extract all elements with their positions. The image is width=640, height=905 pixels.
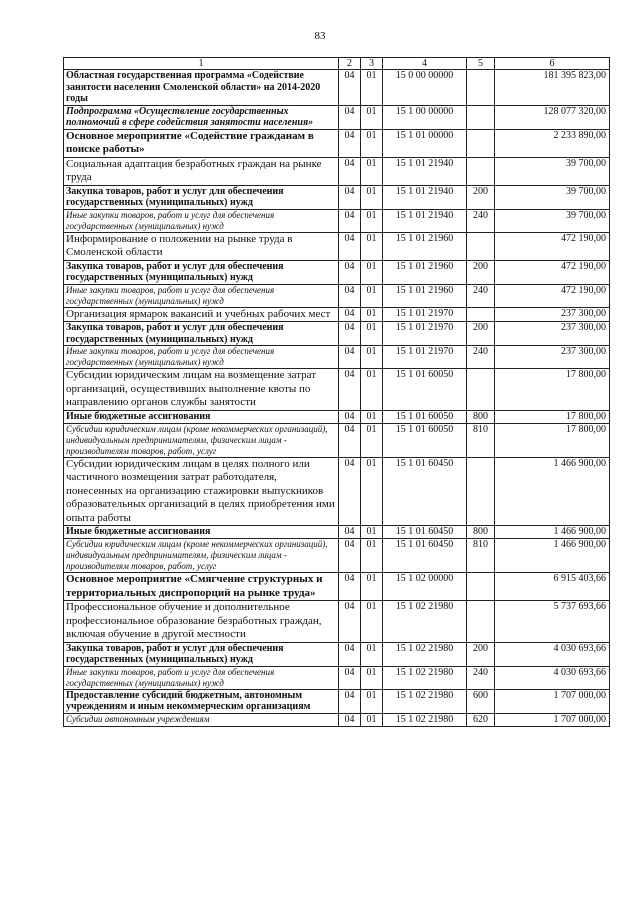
row-subsection-cell: 01 (361, 713, 383, 726)
row-name-cell: Закупка товаров, работ и услуг для обеспечения государственных (муниципальных) нужд (64, 322, 339, 346)
row-section-cell: 04 (339, 322, 361, 346)
row-section-cell: 04 (339, 689, 361, 713)
row-expense-type-cell: 200 (467, 642, 495, 666)
row-section-cell: 04 (339, 260, 361, 284)
table-row (64, 307, 610, 322)
row-expense-type-cell (467, 369, 495, 411)
row-section-cell: 04 (339, 307, 361, 322)
row-expense-type-cell (467, 457, 495, 526)
row-subsection-cell: 01 (361, 666, 383, 689)
row-subsection-cell: 01 (361, 185, 383, 209)
row-section-cell: 04 (339, 526, 361, 539)
row-name-cell: Иные бюджетные ассигнования (64, 526, 339, 539)
table-row (64, 157, 610, 185)
row-target-article-cell: 15 1 01 60050 (383, 369, 467, 411)
row-subsection-cell: 01 (361, 209, 383, 232)
row-subsection-cell: 01 (361, 70, 383, 106)
table-header-row (64, 58, 610, 70)
table-row (64, 284, 610, 307)
row-amount-cell: 6 915 403,66 (495, 573, 610, 601)
row-subsection-cell: 01 (361, 369, 383, 411)
row-expense-type-cell: 200 (467, 185, 495, 209)
header-cell-2: 2 (339, 58, 361, 70)
table-row (64, 105, 610, 129)
row-amount-cell: 1 466 900,00 (495, 457, 610, 526)
row-section-cell: 04 (339, 573, 361, 601)
row-subsection-cell: 01 (361, 423, 383, 457)
row-amount-cell: 237 300,00 (495, 346, 610, 369)
row-amount-cell: 2 233 890,00 (495, 129, 610, 157)
row-subsection-cell: 01 (361, 642, 383, 666)
row-section-cell: 04 (339, 713, 361, 726)
row-subsection-cell: 01 (361, 284, 383, 307)
row-name-cell: Закупка товаров, работ и услуг для обеспечения государственных (муниципальных) нужд (64, 185, 339, 209)
row-subsection-cell: 01 (361, 105, 383, 129)
table-row (64, 423, 610, 457)
row-section-cell: 04 (339, 209, 361, 232)
table-row (64, 70, 610, 106)
table-row (64, 260, 610, 284)
row-name-cell: Основное мероприятие «Содействие гражданам в поиске работы» (64, 129, 339, 157)
row-section-cell: 04 (339, 157, 361, 185)
row-target-article-cell: 15 1 02 21980 (383, 689, 467, 713)
row-section-cell: 04 (339, 642, 361, 666)
row-subsection-cell: 01 (361, 129, 383, 157)
row-subsection-cell: 01 (361, 526, 383, 539)
row-expense-type-cell: 240 (467, 284, 495, 307)
row-target-article-cell: 15 1 01 21970 (383, 307, 467, 322)
row-amount-cell: 128 077 320,00 (495, 105, 610, 129)
row-name-cell: Подпрограмма «Осуществление государственных полномочий в сфере содействия занятости населения» (64, 105, 339, 129)
row-expense-type-cell (467, 601, 495, 643)
row-expense-type-cell (467, 129, 495, 157)
row-expense-type-cell: 200 (467, 322, 495, 346)
row-expense-type-cell: 600 (467, 689, 495, 713)
row-expense-type-cell (467, 307, 495, 322)
header-cell-5: 5 (467, 58, 495, 70)
row-target-article-cell: 15 1 01 21960 (383, 260, 467, 284)
row-name-cell: Иные бюджетные ассигнования (64, 410, 339, 423)
row-subsection-cell: 01 (361, 689, 383, 713)
row-name-cell: Предоставление субсидий бюджетным, автономным учреждениям и иным некоммерческим организациям (64, 689, 339, 713)
row-amount-cell: 17 800,00 (495, 369, 610, 411)
row-name-cell: Закупка товаров, работ и услуг для обеспечения государственных (муниципальных) нужд (64, 642, 339, 666)
row-target-article-cell: 15 1 02 21980 (383, 666, 467, 689)
row-target-article-cell: 15 1 01 21970 (383, 346, 467, 369)
row-name-cell: Субсидии юридическим лицам в целях полного или частичного возмещения затрат работодателя, понесенных на организацию стажировки выпускников образовательных организаций в целях приобретения ими опыта работы (64, 457, 339, 526)
row-amount-cell: 1 707 000,00 (495, 689, 610, 713)
table-row (64, 642, 610, 666)
row-subsection-cell: 01 (361, 157, 383, 185)
row-expense-type-cell: 200 (467, 260, 495, 284)
row-section-cell: 04 (339, 601, 361, 643)
row-target-article-cell: 15 1 02 21980 (383, 601, 467, 643)
table-row (64, 689, 610, 713)
table-row (64, 410, 610, 423)
row-amount-cell: 1 707 000,00 (495, 713, 610, 726)
header-cell-3: 3 (361, 58, 383, 70)
row-expense-type-cell: 240 (467, 346, 495, 369)
table-row (64, 713, 610, 726)
row-target-article-cell: 15 1 01 21940 (383, 157, 467, 185)
row-expense-type-cell: 810 (467, 539, 495, 573)
row-target-article-cell: 15 1 02 00000 (383, 573, 467, 601)
row-subsection-cell: 01 (361, 573, 383, 601)
row-subsection-cell: 01 (361, 539, 383, 573)
row-subsection-cell: 01 (361, 601, 383, 643)
row-section-cell: 04 (339, 70, 361, 106)
row-target-article-cell: 15 1 01 21970 (383, 322, 467, 346)
row-expense-type-cell (467, 573, 495, 601)
row-amount-cell: 472 190,00 (495, 260, 610, 284)
row-target-article-cell: 15 1 01 60450 (383, 457, 467, 526)
row-amount-cell: 39 700,00 (495, 185, 610, 209)
row-target-article-cell: 15 1 01 60450 (383, 539, 467, 573)
row-section-cell: 04 (339, 105, 361, 129)
row-expense-type-cell: 800 (467, 410, 495, 423)
row-section-cell: 04 (339, 410, 361, 423)
row-target-article-cell: 15 1 01 21960 (383, 232, 467, 260)
table-row (64, 526, 610, 539)
row-amount-cell: 39 700,00 (495, 157, 610, 185)
row-name-cell: Профессиональное обучение и дополнительное профессиональное образование безработных граждан, включая обучение в другой местности (64, 601, 339, 643)
row-section-cell: 04 (339, 369, 361, 411)
table-row (64, 346, 610, 369)
row-target-article-cell: 15 0 00 00000 (383, 70, 467, 106)
table-row (64, 232, 610, 260)
header-cell-1: 1 (64, 58, 339, 70)
row-target-article-cell: 15 1 01 21940 (383, 209, 467, 232)
row-section-cell: 04 (339, 232, 361, 260)
row-expense-type-cell: 800 (467, 526, 495, 539)
table-row (64, 573, 610, 601)
row-expense-type-cell (467, 70, 495, 106)
table-row (64, 209, 610, 232)
row-amount-cell: 17 800,00 (495, 423, 610, 457)
row-section-cell: 04 (339, 284, 361, 307)
row-section-cell: 04 (339, 185, 361, 209)
row-target-article-cell: 15 1 01 60450 (383, 526, 467, 539)
row-expense-type-cell (467, 157, 495, 185)
table-row (64, 322, 610, 346)
row-expense-type-cell (467, 232, 495, 260)
row-expense-type-cell: 620 (467, 713, 495, 726)
row-name-cell: Иные закупки товаров, работ и услуг для обеспечения государственных (муниципальных) нужд (64, 284, 339, 307)
row-expense-type-cell: 810 (467, 423, 495, 457)
row-amount-cell: 4 030 693,66 (495, 666, 610, 689)
row-amount-cell: 472 190,00 (495, 232, 610, 260)
row-name-cell: Областная государственная программа «Содействие занятости населения Смоленской области» на 2014-2020 годы (64, 70, 339, 106)
row-name-cell: Основное мероприятие «Смягчение структурных и территориальных диспропорций на рынке труда» (64, 573, 339, 601)
row-name-cell: Организация ярмарок вакансий и учебных рабочих мест (64, 307, 339, 322)
row-section-cell: 04 (339, 539, 361, 573)
page-number: 83 (314, 30, 326, 42)
row-target-article-cell: 15 1 01 21940 (383, 185, 467, 209)
table-row (64, 185, 610, 209)
header-cell-6: 6 (495, 58, 610, 70)
row-subsection-cell: 01 (361, 322, 383, 346)
row-expense-type-cell (467, 105, 495, 129)
row-amount-cell: 181 395 823,00 (495, 70, 610, 106)
row-target-article-cell: 15 1 01 21960 (383, 284, 467, 307)
table-row (64, 539, 610, 573)
row-subsection-cell: 01 (361, 260, 383, 284)
row-amount-cell: 472 190,00 (495, 284, 610, 307)
row-target-article-cell: 15 1 01 60050 (383, 410, 467, 423)
row-name-cell: Субсидии юридическим лицам на возмещение затрат организаций, осуществивших выполнение квоты по направлению органов службы занятости (64, 369, 339, 411)
row-name-cell: Закупка товаров, работ и услуг для обеспечения государственных (муниципальных) нужд (64, 260, 339, 284)
row-target-article-cell: 15 1 02 21980 (383, 713, 467, 726)
row-name-cell: Субсидии юридическим лицам (кроме некоммерческих организаций), индивидуальным предпринимателям, физическим лицам - производителям товаров, работ, услуг (64, 539, 339, 573)
row-target-article-cell: 15 1 00 00000 (383, 105, 467, 129)
row-amount-cell: 237 300,00 (495, 322, 610, 346)
row-amount-cell: 237 300,00 (495, 307, 610, 322)
row-subsection-cell: 01 (361, 346, 383, 369)
table-row (64, 666, 610, 689)
row-amount-cell: 5 737 693,66 (495, 601, 610, 643)
row-subsection-cell: 01 (361, 457, 383, 526)
row-name-cell: Иные закупки товаров, работ и услуг для обеспечения государственных (муниципальных) нужд (64, 666, 339, 689)
row-amount-cell: 4 030 693,66 (495, 642, 610, 666)
row-section-cell: 04 (339, 129, 361, 157)
row-expense-type-cell: 240 (467, 209, 495, 232)
row-name-cell: Иные закупки товаров, работ и услуг для обеспечения государственных (муниципальных) нужд (64, 346, 339, 369)
row-name-cell: Субсидии автономным учреждениям (64, 713, 339, 726)
row-expense-type-cell: 240 (467, 666, 495, 689)
table-row (64, 129, 610, 157)
row-section-cell: 04 (339, 666, 361, 689)
row-target-article-cell: 15 1 02 21980 (383, 642, 467, 666)
row-amount-cell: 1 466 900,00 (495, 526, 610, 539)
row-amount-cell: 17 800,00 (495, 410, 610, 423)
row-target-article-cell: 15 1 01 00000 (383, 129, 467, 157)
row-target-article-cell: 15 1 01 60050 (383, 423, 467, 457)
row-name-cell: Социальная адаптация безработных граждан на рынке труда (64, 157, 339, 185)
row-section-cell: 04 (339, 346, 361, 369)
row-section-cell: 04 (339, 457, 361, 526)
row-amount-cell: 1 466 900,00 (495, 539, 610, 573)
row-name-cell: Субсидии юридическим лицам (кроме некоммерческих организаций), индивидуальным предпринимателям, физическим лицам - производителям товаров, работ, услуг (64, 423, 339, 457)
row-section-cell: 04 (339, 423, 361, 457)
table-row (64, 601, 610, 643)
row-name-cell: Информирование о положении на рынке труда в Смоленской области (64, 232, 339, 260)
row-subsection-cell: 01 (361, 307, 383, 322)
budget-table (63, 57, 610, 727)
header-cell-4: 4 (383, 58, 467, 70)
row-name-cell: Иные закупки товаров, работ и услуг для обеспечения государственных (муниципальных) нужд (64, 209, 339, 232)
row-amount-cell: 39 700,00 (495, 209, 610, 232)
row-subsection-cell: 01 (361, 232, 383, 260)
row-subsection-cell: 01 (361, 410, 383, 423)
table-row (64, 369, 610, 411)
table-row (64, 457, 610, 526)
